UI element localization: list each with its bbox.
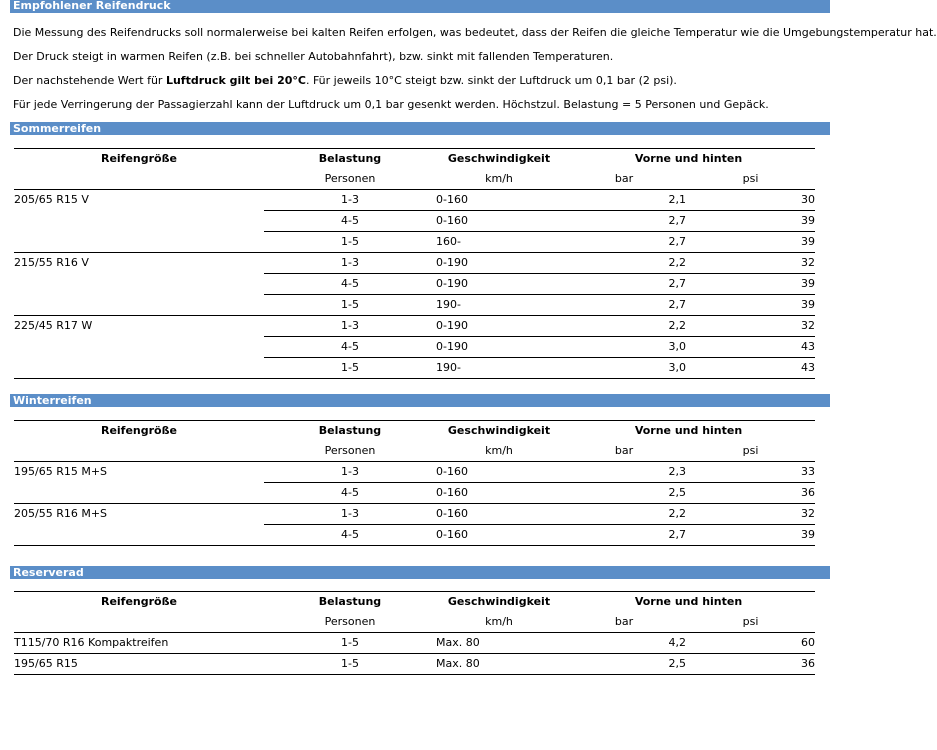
- speed-value: 0-160: [436, 504, 562, 525]
- load-value: 1-5: [264, 358, 436, 379]
- tire-size: 205/65 R15 V: [14, 190, 264, 253]
- tire-size: 215/55 R16 V: [14, 253, 264, 316]
- header-size: Reifengröße: [14, 149, 264, 170]
- bar-value: 2,7: [562, 525, 686, 546]
- psi-value: 30: [686, 190, 815, 211]
- header-speed: Geschwindigkeit: [436, 149, 562, 170]
- load-value: 4-5: [264, 274, 436, 295]
- p3-text-pre: Der nachstehende Wert für: [13, 74, 166, 87]
- speed-value: 0-160: [436, 483, 562, 504]
- table-row: [14, 654, 815, 675]
- psi-value: 39: [686, 525, 815, 546]
- load-value: 1-5: [264, 232, 436, 253]
- speed-value: Max. 80: [436, 654, 562, 675]
- tire-size: T115/70 R16 Kompaktreifen: [14, 633, 264, 654]
- speed-value: 190-: [436, 358, 562, 379]
- load-value: 1-3: [264, 504, 436, 525]
- section-title-summer: Sommerreifen: [10, 122, 830, 135]
- psi-value: 36: [686, 483, 815, 504]
- header-speed: Geschwindigkeit: [436, 421, 562, 442]
- section-title-spare: Reserverad: [10, 566, 830, 579]
- bar-value: 2,2: [562, 316, 686, 337]
- bar-value: 2,5: [562, 483, 686, 504]
- speed-value: 0-190: [436, 316, 562, 337]
- header-speed: Geschwindigkeit: [436, 592, 562, 613]
- speed-value: Max. 80: [436, 633, 562, 654]
- bar-value: 2,7: [562, 274, 686, 295]
- bar-value: 2,2: [562, 504, 686, 525]
- load-value: 4-5: [264, 211, 436, 232]
- psi-value: 32: [686, 316, 815, 337]
- bar-value: 2,7: [562, 232, 686, 253]
- intro-paragraph-4: Für jede Verringerung der Passagierzahl kann der Luftdruck um 0,1 bar gesenkt werden. Höchstzul. Belastung = 5 Personen und Gepäck.: [13, 98, 769, 111]
- table-row: [14, 316, 815, 337]
- bar-value: 2,3: [562, 462, 686, 483]
- header-speed-unit: km/h: [436, 169, 562, 190]
- table-row: [14, 633, 815, 654]
- bar-value: 3,0: [562, 358, 686, 379]
- load-value: 1-5: [264, 295, 436, 316]
- load-value: 1-3: [264, 190, 436, 211]
- speed-value: 0-160: [436, 462, 562, 483]
- header-size-unit: [14, 169, 264, 190]
- header-size-unit: [14, 612, 264, 633]
- load-value: 1-5: [264, 654, 436, 675]
- winter-tire-table: [14, 420, 815, 546]
- speed-value: 0-160: [436, 525, 562, 546]
- bar-value: 2,7: [562, 295, 686, 316]
- header-size-unit: [14, 441, 264, 462]
- header-speed-unit: km/h: [436, 441, 562, 462]
- page-title: Empfohlener Reifendruck: [10, 0, 830, 13]
- bar-value: 2,5: [562, 654, 686, 675]
- intro-paragraph-3: [13, 74, 677, 87]
- psi-value: 32: [686, 253, 815, 274]
- psi-value: 39: [686, 211, 815, 232]
- intro-paragraph-2: Der Druck steigt in warmen Reifen (z.B. bei schneller Autobahnfahrt), bzw. sinkt mit fallenden Temperaturen.: [13, 50, 614, 63]
- header-load-unit: Personen: [264, 441, 436, 462]
- table-row: [14, 504, 815, 525]
- speed-value: 0-190: [436, 253, 562, 274]
- speed-value: 0-160: [436, 190, 562, 211]
- speed-value: 0-160: [436, 211, 562, 232]
- table-row: [14, 253, 815, 274]
- p3-text-post: . Für jeweils 10°C steigt bzw. sinkt der Luftdruck um 0,1 bar (2 psi).: [305, 74, 677, 87]
- speed-value: 0-190: [436, 337, 562, 358]
- psi-value: 43: [686, 337, 815, 358]
- speed-value: 160-: [436, 232, 562, 253]
- section-title-winter: Winterreifen: [10, 394, 830, 407]
- header-size: Reifengröße: [14, 421, 264, 442]
- header-bar-unit: bar: [562, 169, 686, 190]
- header-size: Reifengröße: [14, 592, 264, 613]
- tire-size: 195/65 R15: [14, 654, 264, 675]
- header-pressure: Vorne und hinten: [562, 592, 815, 613]
- table-row: [14, 190, 815, 211]
- p3-text-bold: Luftdruck gilt bei 20°C: [165, 74, 306, 87]
- bar-value: 2,2: [562, 253, 686, 274]
- header-psi-unit: psi: [686, 441, 815, 462]
- load-value: 4-5: [264, 483, 436, 504]
- load-value: 4-5: [264, 337, 436, 358]
- bar-value: 2,1: [562, 190, 686, 211]
- header-pressure: Vorne und hinten: [562, 421, 815, 442]
- bar-value: 2,7: [562, 211, 686, 232]
- tire-size: 225/45 R17 W: [14, 316, 264, 379]
- header-load-unit: Personen: [264, 169, 436, 190]
- load-value: 1-3: [264, 253, 436, 274]
- psi-value: 33: [686, 462, 815, 483]
- header-load: Belastung: [264, 592, 436, 613]
- load-value: 1-3: [264, 462, 436, 483]
- header-load: Belastung: [264, 149, 436, 170]
- table-row: [14, 462, 815, 483]
- psi-value: 60: [686, 633, 815, 654]
- speed-value: 0-190: [436, 274, 562, 295]
- psi-value: 43: [686, 358, 815, 379]
- tire-size: 205/55 R16 M+S: [14, 504, 264, 546]
- header-pressure: Vorne und hinten: [562, 149, 815, 170]
- psi-value: 39: [686, 295, 815, 316]
- summer-tire-table: [14, 148, 815, 379]
- header-bar-unit: bar: [562, 612, 686, 633]
- load-value: 1-3: [264, 316, 436, 337]
- spare-tire-table: [14, 591, 815, 675]
- tire-size: 195/65 R15 M+S: [14, 462, 264, 504]
- bar-value: 3,0: [562, 337, 686, 358]
- load-value: 4-5: [264, 525, 436, 546]
- header-bar-unit: bar: [562, 441, 686, 462]
- psi-value: 39: [686, 274, 815, 295]
- load-value: 1-5: [264, 633, 436, 654]
- header-load: Belastung: [264, 421, 436, 442]
- psi-value: 32: [686, 504, 815, 525]
- intro-paragraph-1: Die Messung des Reifendrucks soll normalerweise bei kalten Reifen erfolgen, was bedeutet, dass der Reifen die gleiche Temperatur wie die Umgebungstemperatur hat.: [13, 26, 937, 39]
- psi-value: 36: [686, 654, 815, 675]
- psi-value: 39: [686, 232, 815, 253]
- bar-value: 4,2: [562, 633, 686, 654]
- header-speed-unit: km/h: [436, 612, 562, 633]
- header-psi-unit: psi: [686, 169, 815, 190]
- header-psi-unit: psi: [686, 612, 815, 633]
- header-load-unit: Personen: [264, 612, 436, 633]
- speed-value: 190-: [436, 295, 562, 316]
